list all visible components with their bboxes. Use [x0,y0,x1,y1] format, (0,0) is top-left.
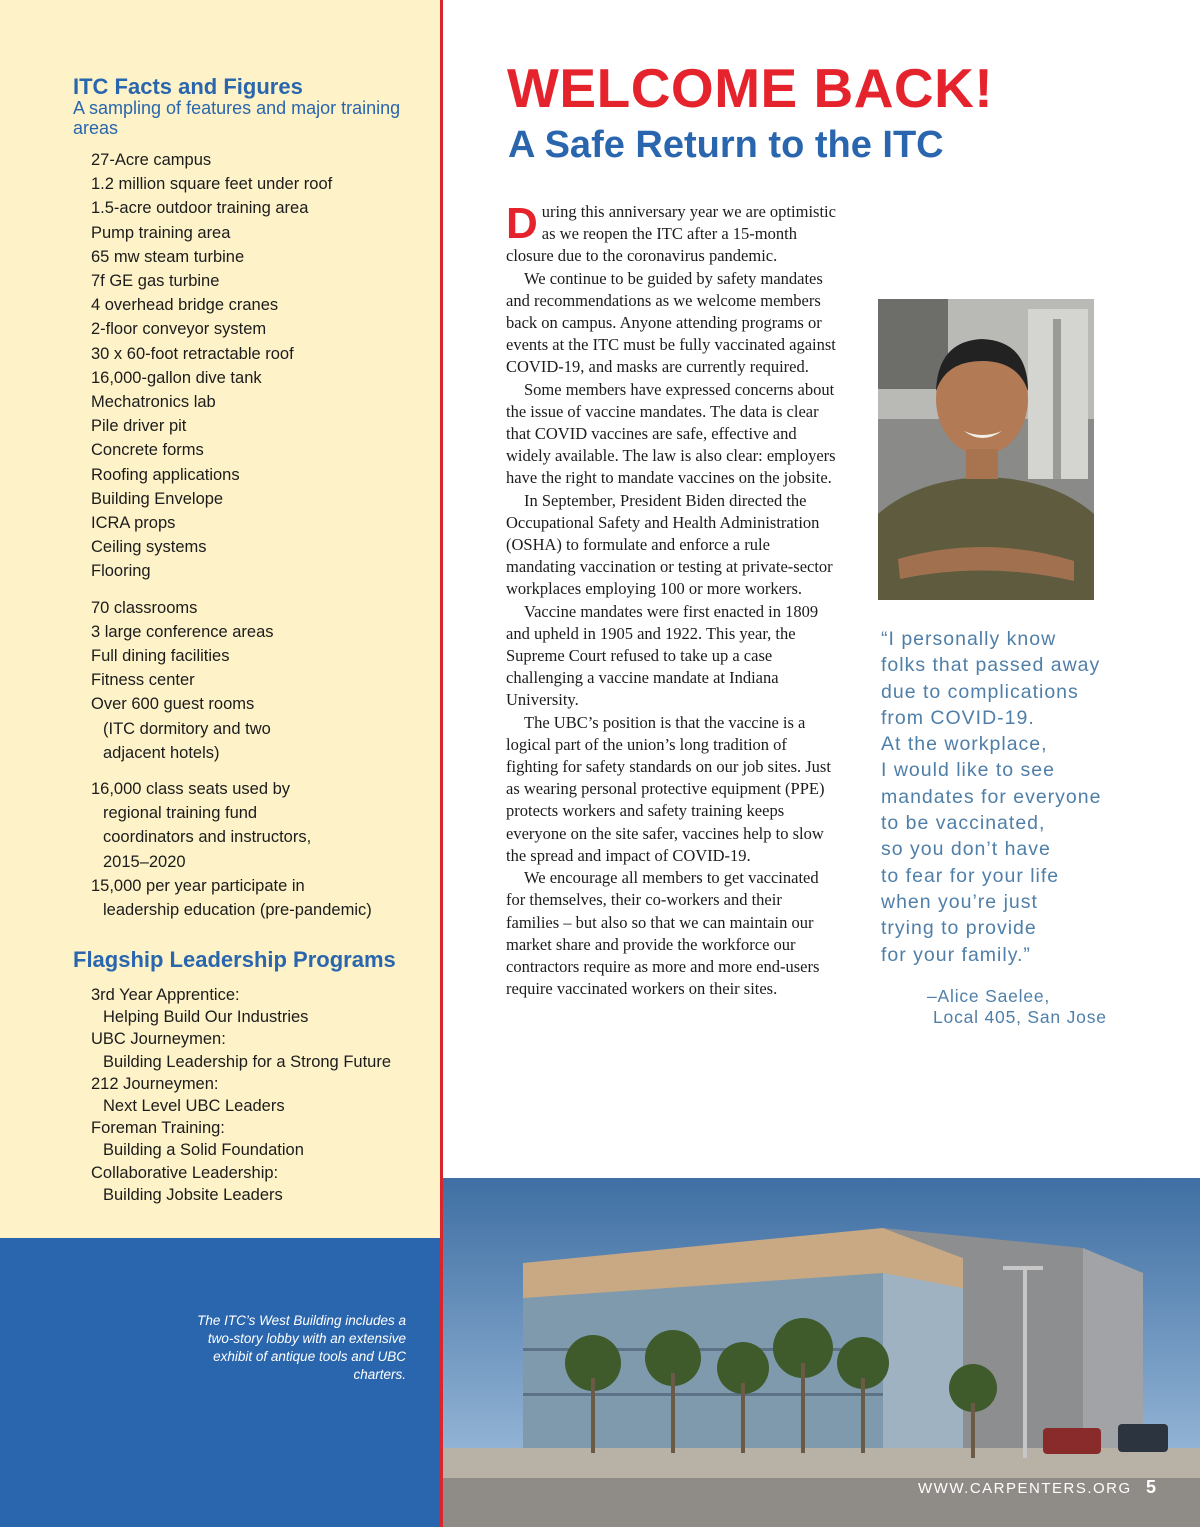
list-item: 1.2 million square feet under roof [91,175,333,194]
list-item: 30 x 60-foot retractable roof [91,344,294,363]
quote-attribution [927,986,1107,1028]
page-title: WELCOME BACK! [507,57,994,119]
quote-line: due to complications [881,680,1079,703]
quote-line: so you don’t have [881,838,1051,861]
article-paragraph: We encourage all members to get vaccinated for themselves, their co-workers and their families – but also so that we can maintain our market share and provide the workforce our contractors require as more and more end-users require vaccinated workers on their sites. [506,868,820,999]
quote-line: when you’re just [881,890,1038,913]
list-item: Fitness center [91,671,195,690]
program-tagline: Building Leadership for a Strong Future [103,1052,392,1071]
flagship-title: Flagship Leadership Programs [73,947,396,972]
photo-caption: The ITC’s West Building includes a two-story lobby with an extensive exhibit of antique tools and UBC charters. [197,1313,406,1382]
program-name: 212 Journeymen: [91,1074,219,1093]
list-item: Mechatronics lab [91,393,216,412]
list-item: Pile driver pit [91,417,187,436]
facts-title: ITC Facts and Figures [73,74,303,99]
program-tagline: Helping Build Our Industries [103,1008,309,1027]
quote-line: “I personally know [881,628,1057,650]
list-item: 4 overhead bridge cranes [91,296,279,315]
list-item: Over 600 guest rooms [91,695,255,714]
list-item: Roofing applications [91,465,240,484]
list-item: 16,000 class seats used by [91,780,291,799]
quote-line: At the workplace, [881,733,1048,756]
program-tagline: Building a Solid Foundation [103,1141,304,1160]
quote-line: to fear for your life [881,864,1060,887]
quote-line: trying to provide [881,917,1037,940]
drop-cap: D [506,199,538,248]
quote-line: from COVID-19. [881,706,1035,729]
list-item: leadership education (pre-pandemic) [103,901,372,920]
website-url: WWW.CARPENTERS.ORG [918,1480,1132,1497]
list-item: 2015–2020 [103,852,186,871]
list-item: 1.5-acre outdoor training area [91,199,309,218]
article-body [506,201,836,1000]
list-item: Concrete forms [91,441,204,460]
pull-quote [881,626,1141,968]
program-name: 3rd Year Apprentice: [91,986,240,1004]
article-paragraph: Vaccine mandates were first enacted in 1809 and upheld in 1905 and 1922. This year, the Supreme Court refused to take up a case challenging a vaccine mandate at Indiana University. [506,601,819,710]
facts-subtitle: A sampling of features and major training areas [73,98,401,138]
facts-list [91,148,431,922]
building-photo [443,1178,1200,1527]
list-item: coordinators and instructors, [103,828,312,847]
quote-author: –Alice Saelee, [927,986,1051,1006]
list-item: 65 mw steam turbine [91,247,245,266]
list-item: 2-floor conveyor system [91,320,267,339]
article-paragraph: We continue to be guided by safety mandates and recommendations as we welcome members back on campus. Anyone attending programs or events at the ITC must be fully vaccinated against COVID-19, and masks are currently required. [506,268,836,377]
list-item: adjacent hotels) [103,743,220,762]
list-item: ICRA props [91,514,176,533]
list-item: Building Envelope [91,489,224,508]
list-item: Pump training area [91,223,231,242]
program-name: UBC Journeymen: [91,1030,226,1049]
programs-list [91,984,431,1206]
list-item: (ITC dormitory and two [103,719,271,738]
list-item: regional training fund [103,804,258,823]
article-paragraph: The UBC’s position is that the vaccine is a logical part of the union’s long tradition of fighting for safety standards on our job sites. Just as wearing personal protective equipment (PPE) protects workers and safety training keeps everyone on the site safer, vaccines help to slow the spread and impact of COVID-19. [506,712,831,865]
program-tagline: Next Level UBC Leaders [103,1097,285,1116]
list-item: 27-Acre campus [91,151,212,169]
page-subtitle: A Safe Return to the ITC [508,124,944,166]
list-item: Full dining facilities [91,647,230,666]
quote-line: folks that passed away [881,654,1101,677]
quote-line: to be vaccinated, [881,812,1046,835]
program-name: Foreman Training: [91,1119,225,1138]
quote-line: for your family.” [881,943,1031,966]
list-item: 15,000 per year participate in [91,876,305,895]
quote-author-local: Local 405, San Jose [933,1007,1107,1027]
quote-line: I would like to see [881,759,1056,782]
article-paragraph: Some members have expressed concerns about the issue of vaccine mandates. The data is clear that COVID vaccines are safe, effective and widely available. The law is also clear: employers have the right to mandate vaccines on the jobsite. [506,379,836,488]
program-tagline: Building Jobsite Leaders [103,1185,283,1204]
program-name: Collaborative Leadership: [91,1163,279,1182]
list-item: 16,000-gallon dive tank [91,368,262,387]
list-item: 7f GE gas turbine [91,272,220,291]
page-number: 5 [1146,1477,1157,1497]
article-paragraph: In September, President Biden directed the Occupational Safety and Health Administration (OSHA) to formulate and enforce a rule mandating vaccination or testing at private-sector workplaces employing 100 or more workers. [506,490,833,599]
list-item: Ceiling systems [91,538,207,557]
list-item: Flooring [91,562,151,581]
portrait-photo [878,299,1094,600]
list-item: 70 classrooms [91,598,198,617]
list-item: 3 large conference areas [91,622,274,641]
article-paragraph: uring this anniversary year we are optimistic as we reopen the ITC after a 15-month closure due to the coronavirus pandemic. [506,202,836,266]
quote-line: mandates for everyone [881,785,1102,808]
